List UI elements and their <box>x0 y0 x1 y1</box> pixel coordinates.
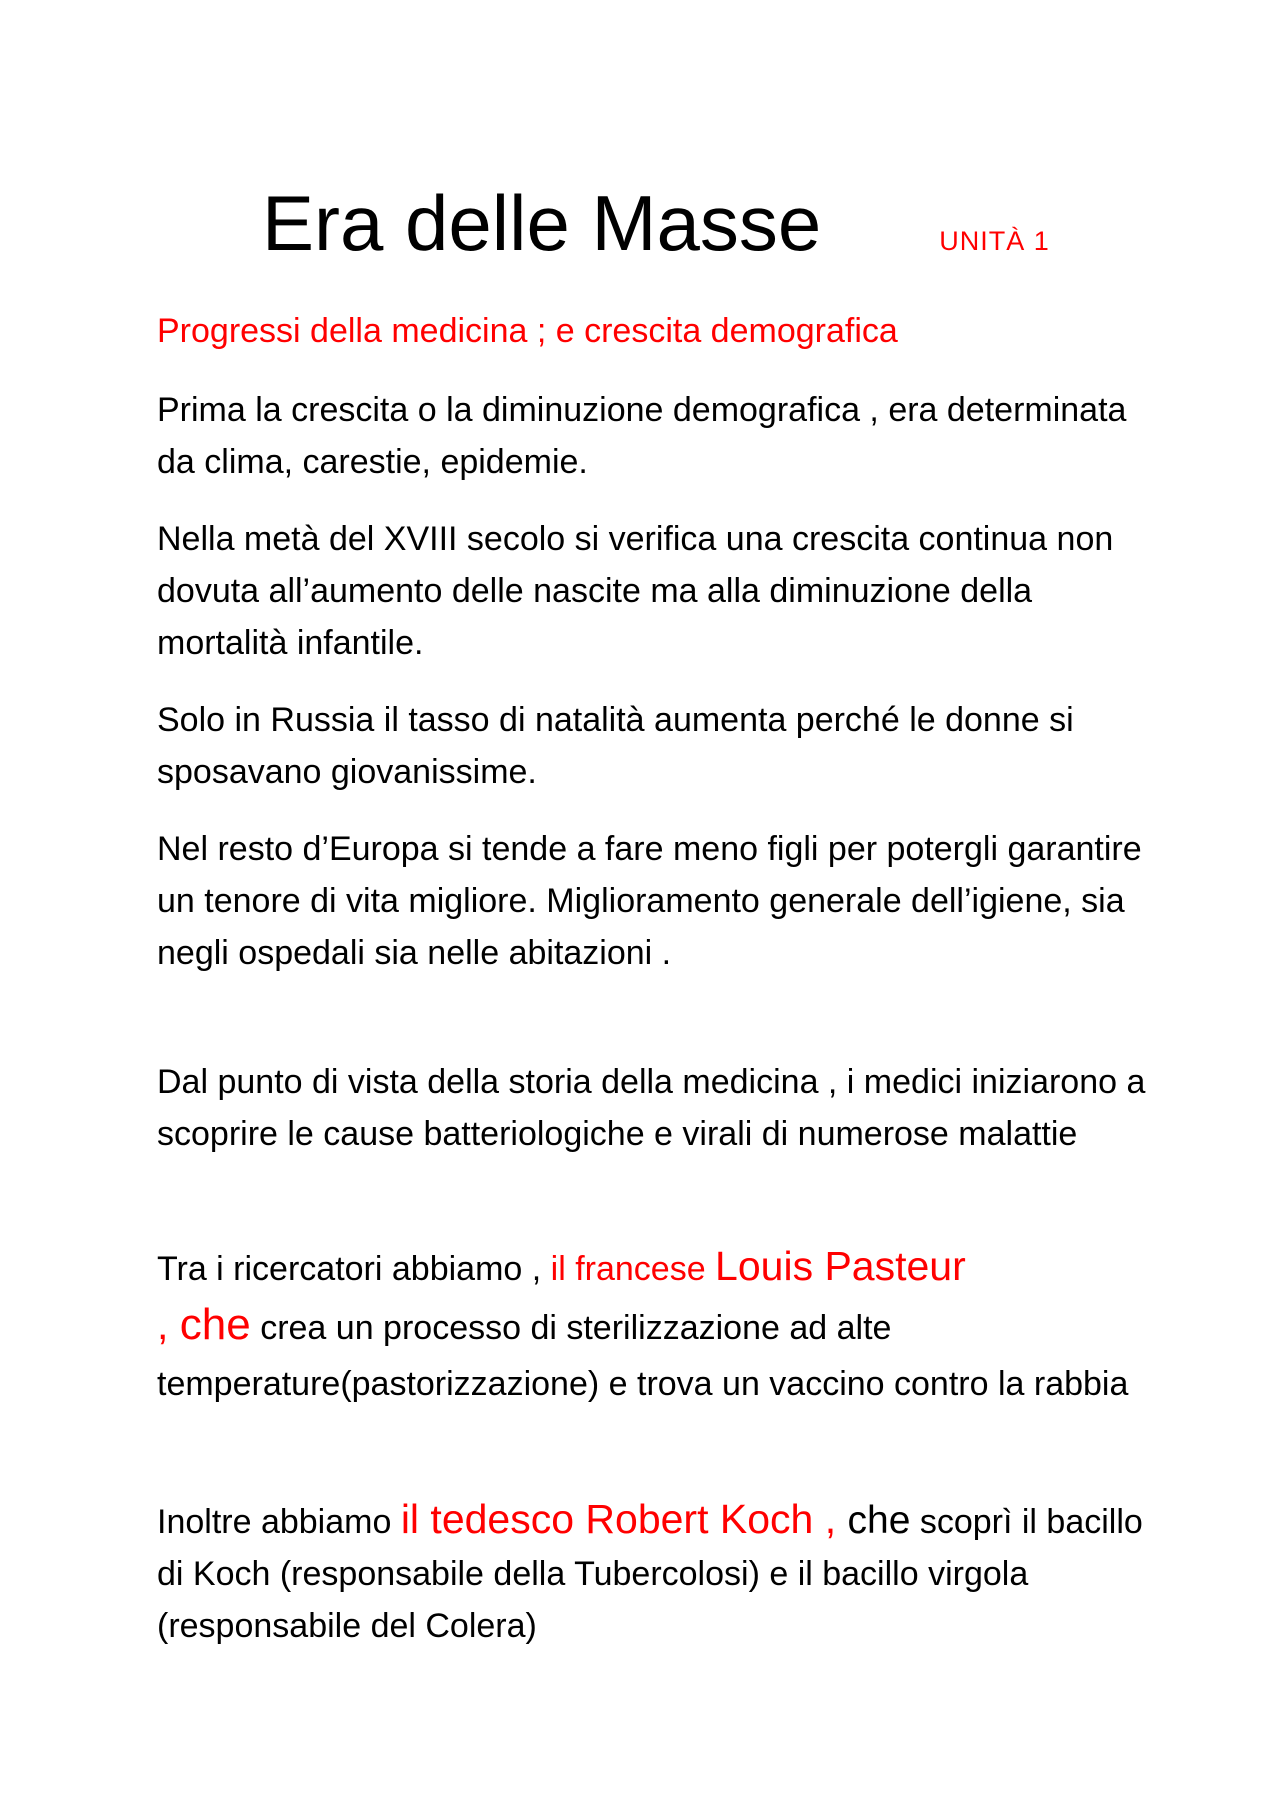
title-row <box>262 178 1050 268</box>
paragraph-5: Dal punto di vista della storia della medicina , i medici iniziarono a scoprire le cause batteriologiche e virali di numerose malattie <box>157 1063 1146 1153</box>
p6-rest: crea un processo di sterilizzazione ad alte temperature(pastorizzazione) e trova un vaccino contro la rabbia <box>157 1309 1129 1403</box>
p6-highlight-pasteur: Louis Pasteur <box>715 1243 966 1289</box>
paragraph-4: Nel resto d’Europa si tende a fare meno figli per potergli garantire un tenore di vita migliore. Miglioramento generale dell’igiene, sia negli ospedali sia nelle abitazioni . <box>157 830 1142 972</box>
p6-highlight-comma: , <box>157 1302 180 1348</box>
p7-che: che <box>847 1499 911 1542</box>
paragraph-3: Solo in Russia il tasso di natalità aumenta perché le donne si sposavano giovanissime. <box>157 701 1074 791</box>
page-title: Era delle Masse <box>262 179 822 267</box>
paragraph-1: Prima la crescita o la diminuzione demografica , era determinata da clima, carestie, epidemie. <box>157 391 1127 481</box>
p7-highlight-koch: il tedesco Robert Koch , <box>400 1496 848 1542</box>
p7-intro: Inoltre abbiamo <box>157 1503 401 1541</box>
p6-intro: Tra i ricercatori abbiamo , <box>157 1250 551 1288</box>
paragraph-2: Nella metà del XVIII secolo si verifica una crescita continua non dovuta all’aumento delle nascite ma alla diminuzione della mortalità infantile. <box>157 520 1114 662</box>
p6-highlight-francese: il francese <box>550 1250 716 1288</box>
paragraph-7 <box>157 1493 1147 1652</box>
unit-label: UNITÀ 1 <box>939 226 1050 256</box>
p6-highlight-che: che <box>179 1300 251 1349</box>
p7-rest: scoprì il bacillo di Koch (responsabile della Tubercolosi) e il bacillo virgola (responsabile del Colera) <box>157 1503 1143 1645</box>
paragraph-6 <box>157 1238 1147 1412</box>
section-subtitle: Progressi della medicina ; e crescita demografica <box>157 312 898 350</box>
